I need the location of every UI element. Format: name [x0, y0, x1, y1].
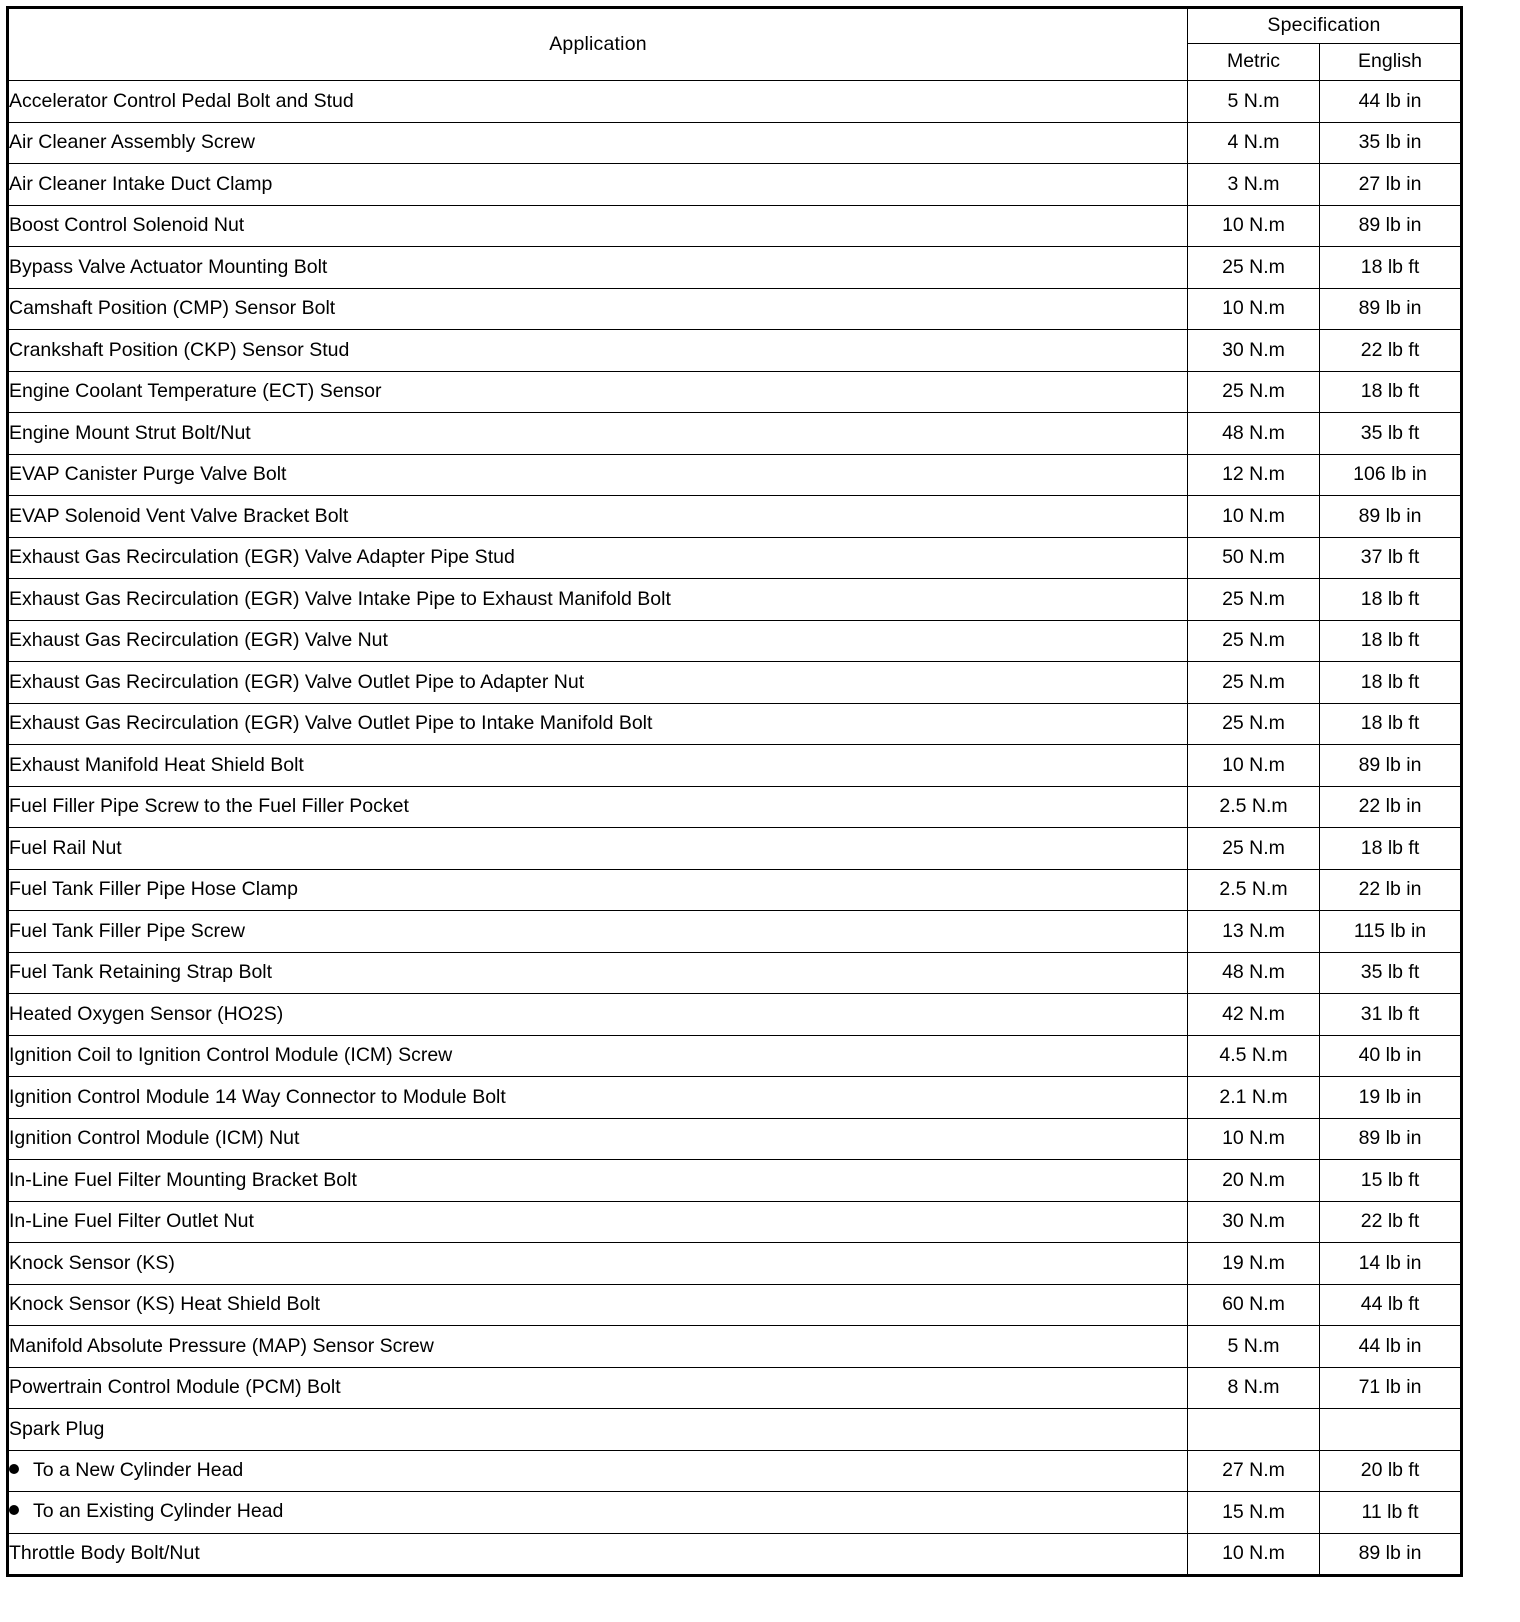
table-row	[8, 537, 1462, 579]
cell-metric: 13 N.m	[1188, 911, 1320, 953]
cell-application: Air Cleaner Assembly Screw	[8, 122, 1188, 164]
cell-metric: 48 N.m	[1188, 952, 1320, 994]
table-row	[8, 1077, 1462, 1119]
cell-metric: 25 N.m	[1188, 247, 1320, 289]
cell-application: Exhaust Gas Recirculation (EGR) Valve Adapter Pipe Stud	[8, 537, 1188, 579]
table-header	[8, 8, 1462, 81]
cell-application: Heated Oxygen Sensor (HO2S)	[8, 994, 1188, 1036]
cell-application: Exhaust Gas Recirculation (EGR) Valve Outlet Pipe to Intake Manifold Bolt	[8, 703, 1188, 745]
cell-application: EVAP Solenoid Vent Valve Bracket Bolt	[8, 496, 1188, 538]
cell-metric: 25 N.m	[1188, 828, 1320, 870]
cell-application: Exhaust Manifold Heat Shield Bolt	[8, 745, 1188, 787]
table-row	[8, 869, 1462, 911]
cell-application: Air Cleaner Intake Duct Clamp	[8, 164, 1188, 206]
cell-application	[8, 1492, 1188, 1534]
cell-english: 18 lb ft	[1320, 620, 1462, 662]
cell-english: 35 lb ft	[1320, 413, 1462, 455]
cell-application: Fuel Rail Nut	[8, 828, 1188, 870]
cell-application: Ignition Control Module 14 Way Connector to Module Bolt	[8, 1077, 1188, 1119]
table-row	[8, 703, 1462, 745]
table-row	[8, 1201, 1462, 1243]
cell-english: 14 lb in	[1320, 1243, 1462, 1285]
cell-metric: 42 N.m	[1188, 994, 1320, 1036]
cell-metric: 10 N.m	[1188, 1533, 1320, 1576]
cell-metric: 15 N.m	[1188, 1492, 1320, 1534]
cell-application: In-Line Fuel Filter Outlet Nut	[8, 1201, 1188, 1243]
cell-application: Knock Sensor (KS) Heat Shield Bolt	[8, 1284, 1188, 1326]
cell-metric: 60 N.m	[1188, 1284, 1320, 1326]
table-row	[8, 1035, 1462, 1077]
cell-application: Exhaust Gas Recirculation (EGR) Valve Outlet Pipe to Adapter Nut	[8, 662, 1188, 704]
cell-metric: 2.1 N.m	[1188, 1077, 1320, 1119]
cell-metric: 5 N.m	[1188, 1326, 1320, 1368]
column-header-metric: Metric	[1188, 44, 1320, 81]
cell-metric: 30 N.m	[1188, 1201, 1320, 1243]
cell-english: 11 lb ft	[1320, 1492, 1462, 1534]
table-row	[8, 911, 1462, 953]
table-row	[8, 1367, 1462, 1409]
cell-english	[1320, 1409, 1462, 1451]
cell-application: Powertrain Control Module (PCM) Bolt	[8, 1367, 1188, 1409]
table-row	[8, 1450, 1462, 1492]
cell-english: 89 lb in	[1320, 288, 1462, 330]
cell-english: 22 lb ft	[1320, 330, 1462, 372]
cell-metric: 30 N.m	[1188, 330, 1320, 372]
cell-english: 35 lb in	[1320, 122, 1462, 164]
table-row	[8, 122, 1462, 164]
cell-application: Exhaust Gas Recirculation (EGR) Valve Intake Pipe to Exhaust Manifold Bolt	[8, 579, 1188, 621]
cell-metric: 4 N.m	[1188, 122, 1320, 164]
cell-english: 89 lb in	[1320, 205, 1462, 247]
cell-english: 89 lb in	[1320, 496, 1462, 538]
cell-application	[8, 1450, 1188, 1492]
table-row	[8, 828, 1462, 870]
column-header-application: Application	[8, 8, 1188, 81]
table-row	[8, 662, 1462, 704]
cell-application: Camshaft Position (CMP) Sensor Bolt	[8, 288, 1188, 330]
cell-metric: 10 N.m	[1188, 1118, 1320, 1160]
cell-metric: 48 N.m	[1188, 413, 1320, 455]
cell-english: 89 lb in	[1320, 745, 1462, 787]
table-header-row-top	[8, 8, 1462, 44]
table-row	[8, 952, 1462, 994]
cell-metric	[1188, 1409, 1320, 1451]
table-row	[8, 745, 1462, 787]
cell-metric: 50 N.m	[1188, 537, 1320, 579]
cell-english: 18 lb ft	[1320, 247, 1462, 289]
cell-application: Bypass Valve Actuator Mounting Bolt	[8, 247, 1188, 289]
cell-application: Fuel Tank Filler Pipe Screw	[8, 911, 1188, 953]
cell-english: 115 lb in	[1320, 911, 1462, 953]
table-row	[8, 1533, 1462, 1576]
cell-metric: 25 N.m	[1188, 371, 1320, 413]
bullet-icon	[9, 1505, 19, 1515]
cell-application: Manifold Absolute Pressure (MAP) Sensor Screw	[8, 1326, 1188, 1368]
cell-metric: 2.5 N.m	[1188, 869, 1320, 911]
cell-application: Engine Mount Strut Bolt/Nut	[8, 413, 1188, 455]
cell-application: Boost Control Solenoid Nut	[8, 205, 1188, 247]
cell-metric: 10 N.m	[1188, 745, 1320, 787]
cell-english: 22 lb ft	[1320, 1201, 1462, 1243]
cell-application: Fuel Filler Pipe Screw to the Fuel Filler Pocket	[8, 786, 1188, 828]
cell-application: Throttle Body Bolt/Nut	[8, 1533, 1188, 1576]
table-row	[8, 371, 1462, 413]
table-row	[8, 1160, 1462, 1202]
cell-metric: 25 N.m	[1188, 579, 1320, 621]
cell-application: In-Line Fuel Filter Mounting Bracket Bolt	[8, 1160, 1188, 1202]
cell-metric: 10 N.m	[1188, 496, 1320, 538]
cell-english: 89 lb in	[1320, 1533, 1462, 1576]
cell-application: Ignition Coil to Ignition Control Module (ICM) Screw	[8, 1035, 1188, 1077]
cell-english: 71 lb in	[1320, 1367, 1462, 1409]
cell-application: Fuel Tank Filler Pipe Hose Clamp	[8, 869, 1188, 911]
cell-english: 18 lb ft	[1320, 703, 1462, 745]
cell-application: Spark Plug	[8, 1409, 1188, 1451]
cell-metric: 8 N.m	[1188, 1367, 1320, 1409]
cell-application: Exhaust Gas Recirculation (EGR) Valve Nut	[8, 620, 1188, 662]
cell-metric: 20 N.m	[1188, 1160, 1320, 1202]
cell-metric: 10 N.m	[1188, 205, 1320, 247]
cell-metric: 2.5 N.m	[1188, 786, 1320, 828]
cell-english: 37 lb ft	[1320, 537, 1462, 579]
cell-metric: 10 N.m	[1188, 288, 1320, 330]
table-row	[8, 579, 1462, 621]
cell-application: Ignition Control Module (ICM) Nut	[8, 1118, 1188, 1160]
cell-metric: 25 N.m	[1188, 620, 1320, 662]
table-row	[8, 1492, 1462, 1534]
cell-english: 89 lb in	[1320, 1118, 1462, 1160]
cell-english: 35 lb ft	[1320, 952, 1462, 994]
column-header-specification: Specification	[1188, 8, 1462, 44]
cell-metric: 3 N.m	[1188, 164, 1320, 206]
cell-english: 20 lb ft	[1320, 1450, 1462, 1492]
column-header-english: English	[1320, 44, 1462, 81]
cell-english: 22 lb in	[1320, 786, 1462, 828]
cell-application: Engine Coolant Temperature (ECT) Sensor	[8, 371, 1188, 413]
table-row	[8, 81, 1462, 123]
cell-english: 27 lb in	[1320, 164, 1462, 206]
cell-english: 18 lb ft	[1320, 662, 1462, 704]
cell-metric: 19 N.m	[1188, 1243, 1320, 1285]
cell-metric: 27 N.m	[1188, 1450, 1320, 1492]
cell-english: 18 lb ft	[1320, 828, 1462, 870]
cell-english: 44 lb in	[1320, 81, 1462, 123]
table-row	[8, 1409, 1462, 1451]
cell-english: 22 lb in	[1320, 869, 1462, 911]
table-row	[8, 1118, 1462, 1160]
cell-application: EVAP Canister Purge Valve Bolt	[8, 454, 1188, 496]
table-row	[8, 1243, 1462, 1285]
table-row	[8, 205, 1462, 247]
cell-application: Accelerator Control Pedal Bolt and Stud	[8, 81, 1188, 123]
table-row	[8, 1284, 1462, 1326]
table-row	[8, 164, 1462, 206]
table-row	[8, 247, 1462, 289]
cell-metric: 5 N.m	[1188, 81, 1320, 123]
table-row	[8, 620, 1462, 662]
cell-metric: 25 N.m	[1188, 662, 1320, 704]
table-row	[8, 1326, 1462, 1368]
table-row	[8, 454, 1462, 496]
bullet-icon	[9, 1464, 19, 1474]
cell-english: 15 lb ft	[1320, 1160, 1462, 1202]
cell-application: Fuel Tank Retaining Strap Bolt	[8, 952, 1188, 994]
table-body	[8, 81, 1462, 1576]
cell-english: 19 lb in	[1320, 1077, 1462, 1119]
cell-english: 31 lb ft	[1320, 994, 1462, 1036]
cell-metric: 4.5 N.m	[1188, 1035, 1320, 1077]
table-row	[8, 994, 1462, 1036]
cell-english: 18 lb ft	[1320, 371, 1462, 413]
table-row	[8, 496, 1462, 538]
table-row	[8, 413, 1462, 455]
table-row	[8, 786, 1462, 828]
cell-english: 44 lb in	[1320, 1326, 1462, 1368]
cell-english: 18 lb ft	[1320, 579, 1462, 621]
table-row	[8, 288, 1462, 330]
cell-english: 40 lb in	[1320, 1035, 1462, 1077]
fastener-tightening-specifications-table	[6, 6, 1463, 1577]
cell-metric: 25 N.m	[1188, 703, 1320, 745]
cell-metric: 12 N.m	[1188, 454, 1320, 496]
cell-english: 44 lb ft	[1320, 1284, 1462, 1326]
cell-english: 106 lb in	[1320, 454, 1462, 496]
cell-application-label: To an Existing Cylinder Head	[33, 1500, 284, 1523]
table-row	[8, 330, 1462, 372]
cell-application: Crankshaft Position (CKP) Sensor Stud	[8, 330, 1188, 372]
cell-application: Knock Sensor (KS)	[8, 1243, 1188, 1285]
cell-application-label: To a New Cylinder Head	[33, 1459, 244, 1482]
